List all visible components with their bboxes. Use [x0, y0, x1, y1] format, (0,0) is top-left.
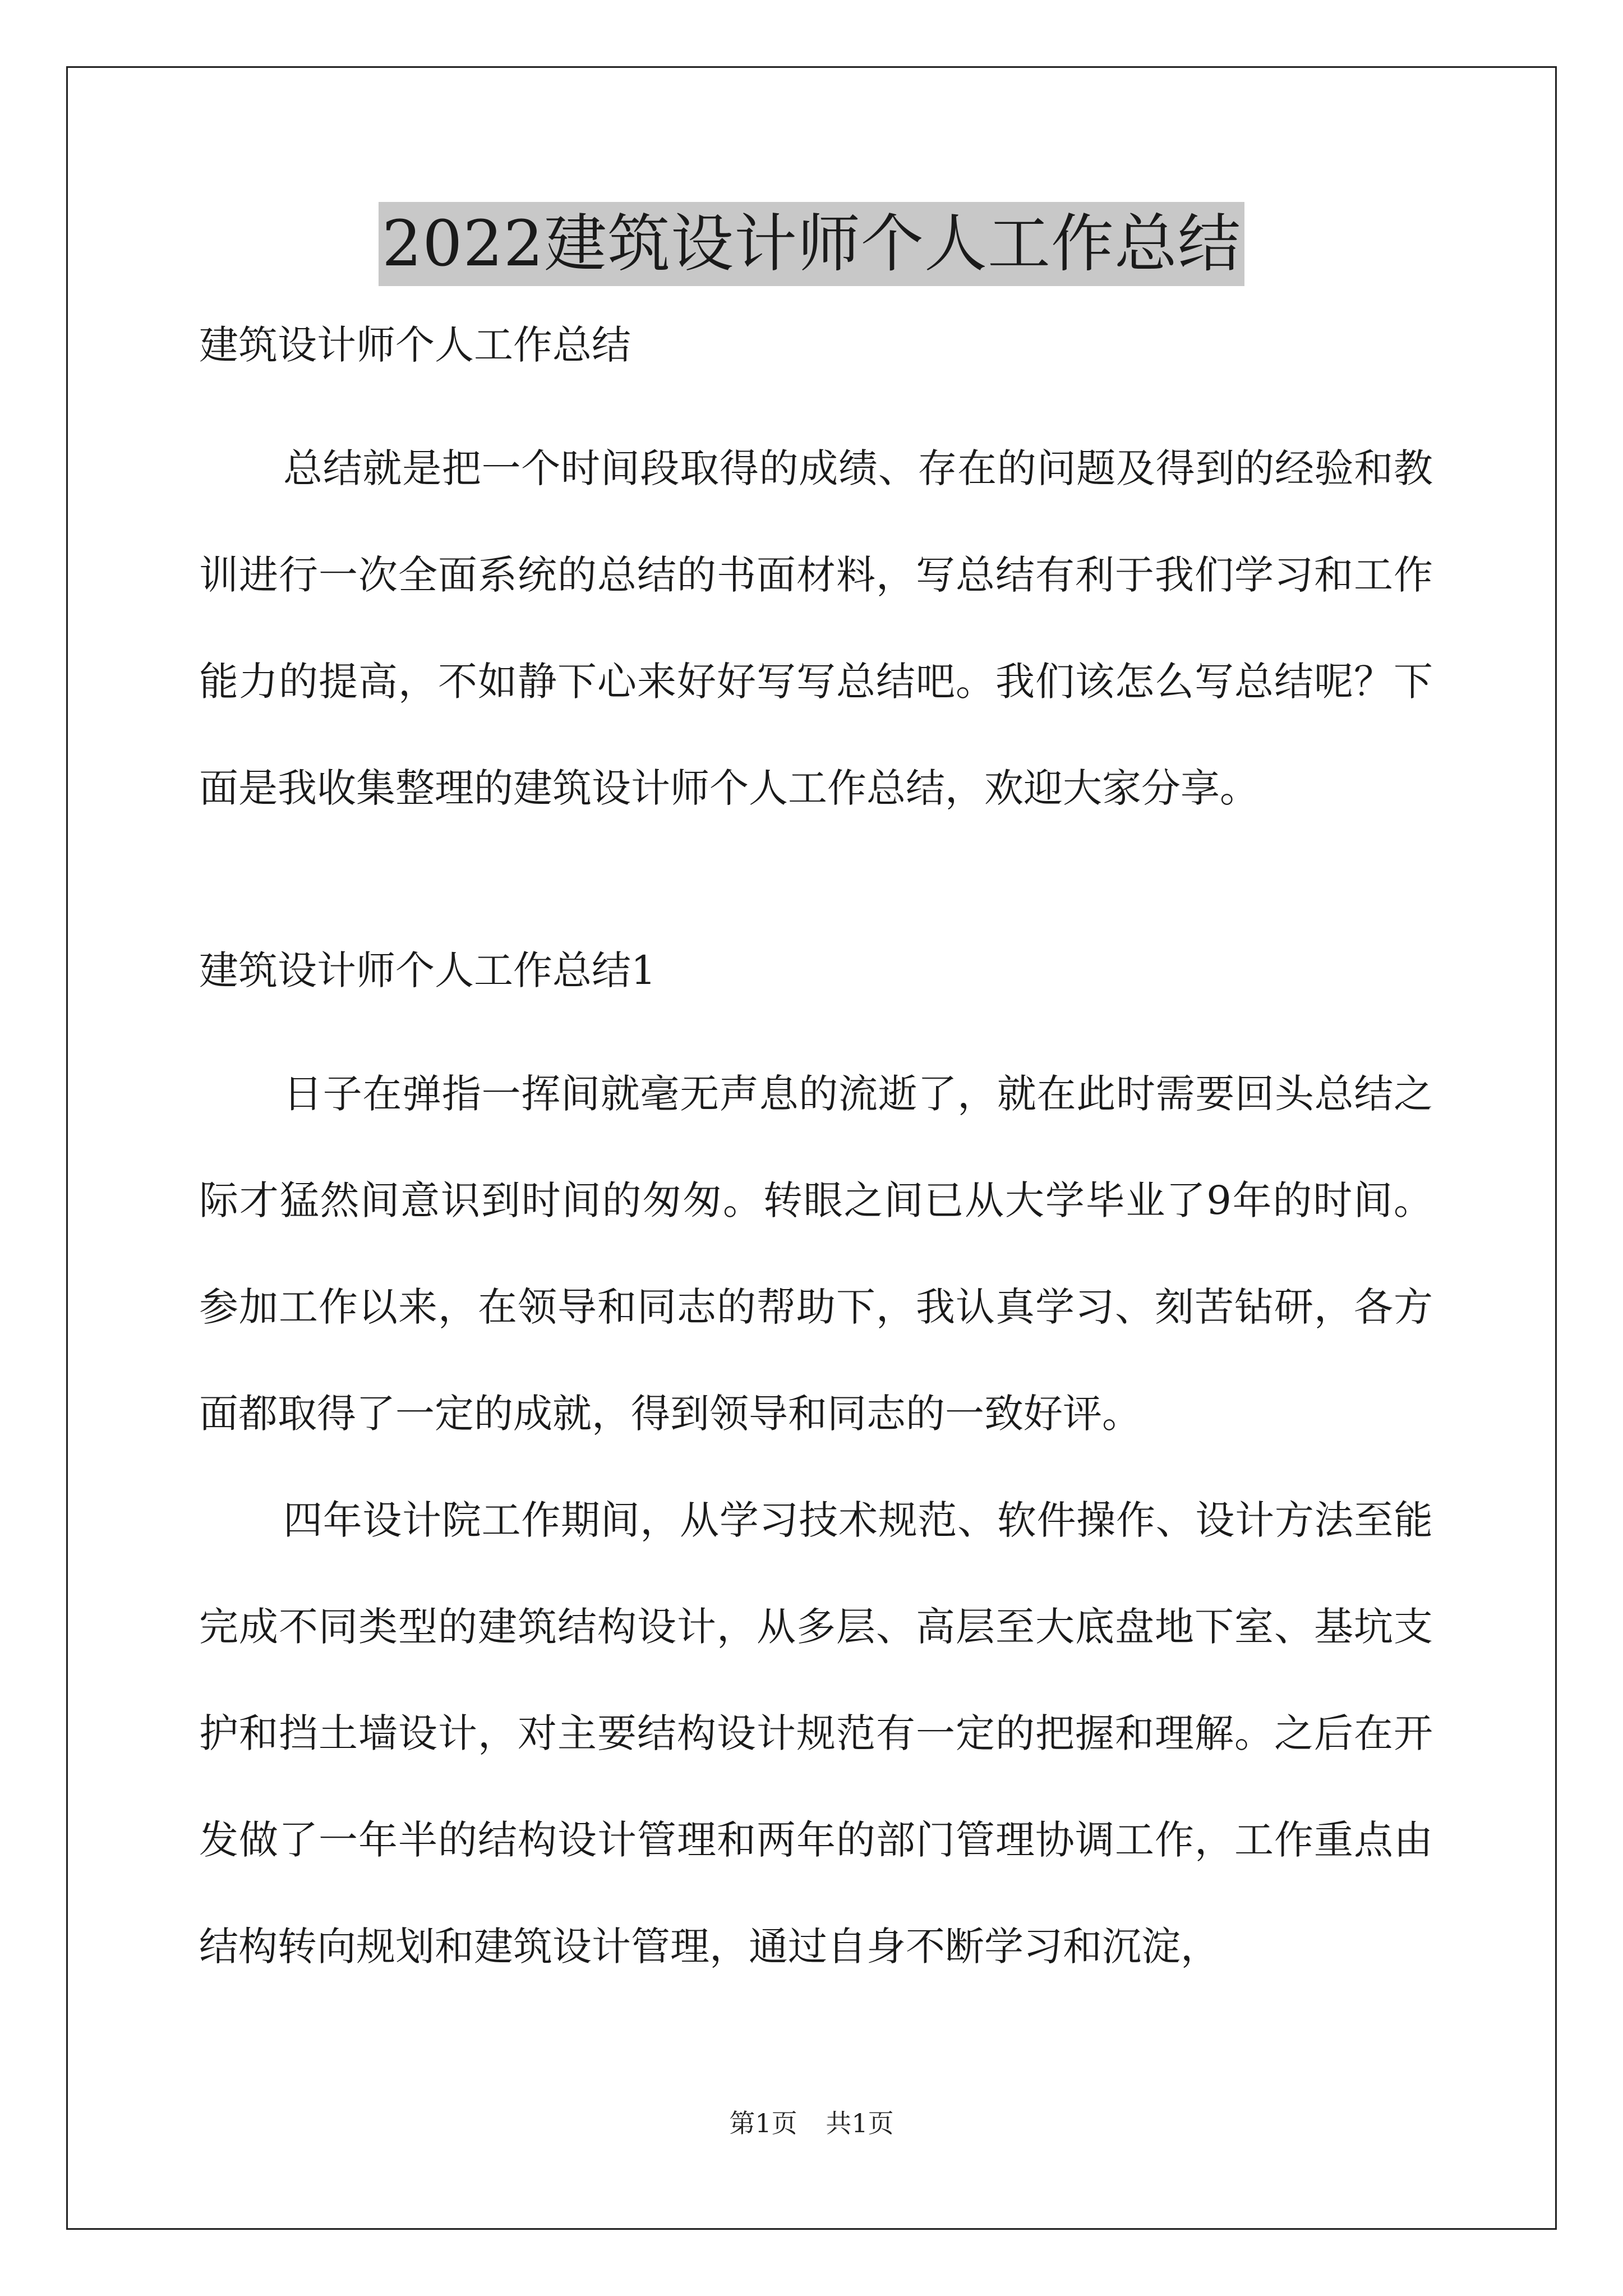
intro-heading: 建筑设计师个人工作总结	[199, 322, 631, 368]
section1-paragraph: 日子在弹指一挥间就毫无声息的流逝了，就在此时需要回头总结之际才猛然间意识到时间的匆匆。转眼之间已从大学毕业了9年的时间。参加工作以来，在领导和同志的帮助下，我认真学习、刻苦钻研，各方面都取得了一定的成就，得到领导和同志的一致好评。	[199, 1071, 1433, 1437]
section1-heading: 建筑设计师个人工作总结1	[199, 947, 656, 993]
page-footer	[0, 2106, 1623, 2140]
title-area	[0, 202, 1623, 286]
document-title: 2022建筑设计师个人工作总结	[379, 202, 1244, 286]
page-total: 共1页	[826, 2108, 894, 2138]
page-number: 第1页	[729, 2108, 797, 2138]
section1-paragraph: 四年设计院工作期间，从学习技术规范、软件操作、设计方法至能完成不同类型的建筑结构设计，从多层、高层至大底盘地下室、基坑支护和挡土墙设计，对主要结构设计规范有一定的把握和理解。之后在开发做了一年半的结构设计管理和两年的部门管理协调工作，工作重点由结构转向规划和建筑设计管理，通过自身不断学习和沉淀，	[199, 1497, 1433, 1970]
intro-paragraph: 总结就是把一个时间段取得的成绩、存在的问题及得到的经验和教训进行一次全面系统的总结的书面材料，写总结有利于我们学习和工作能力的提高，不如静下心来好好写写总结吧。我们该怎么写总结呢？下面是我收集整理的建筑设计师个人工作总结，欢迎大家分享。	[199, 445, 1433, 811]
document-body	[199, 314, 1433, 2000]
